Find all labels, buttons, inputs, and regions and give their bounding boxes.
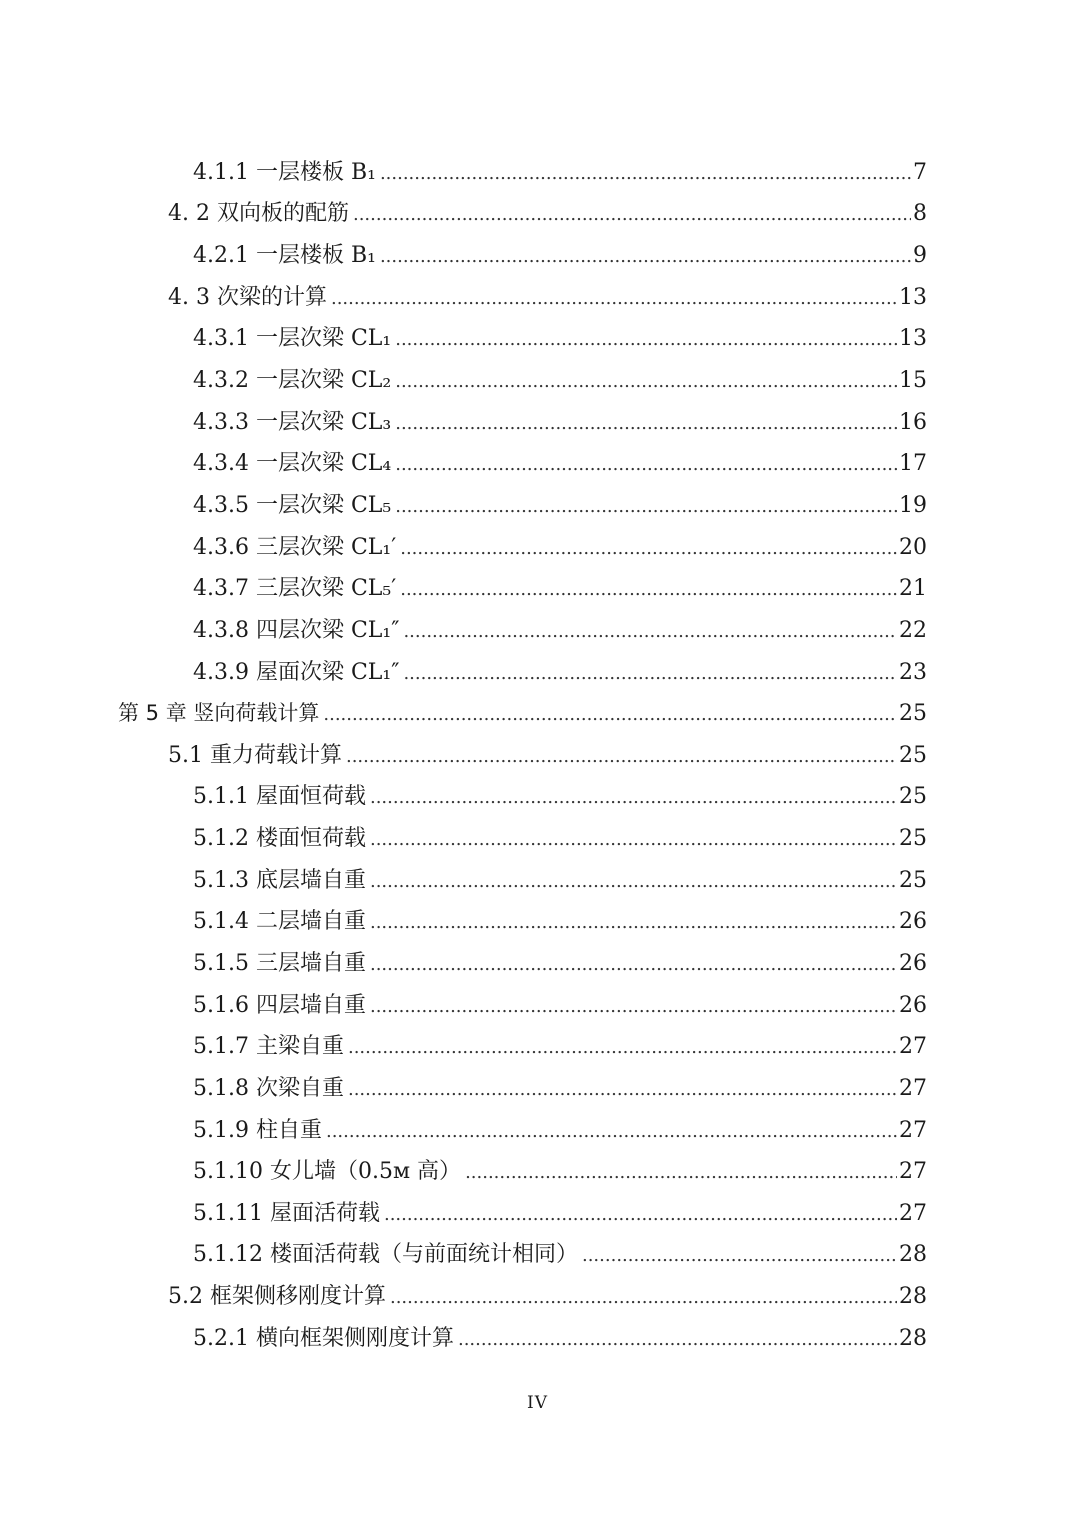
toc-row[interactable] [0, 1193, 1075, 1235]
toc-page-number: 27 [899, 1075, 927, 1101]
dot-leader [380, 165, 911, 183]
toc-entry-title: 5.1 重力荷载计算 [168, 742, 342, 768]
dot-leader [370, 789, 897, 807]
toc-page-number: 25 [899, 701, 927, 727]
toc-entry-title: 4.1.1 一层楼板 B₁ [193, 159, 376, 185]
table-of-contents [0, 152, 1075, 1360]
toc-row[interactable] [0, 735, 1075, 777]
toc-page-number: 15 [899, 368, 927, 394]
toc-row[interactable] [0, 1276, 1075, 1318]
dot-leader [395, 456, 897, 474]
toc-row[interactable] [0, 652, 1075, 694]
toc-entry-title: 4.3.3 一层次梁 CL₃ [193, 409, 392, 435]
toc-row[interactable] [0, 1318, 1075, 1360]
toc-row[interactable] [0, 443, 1075, 485]
toc-page-number: 13 [899, 284, 927, 310]
dot-leader [346, 748, 897, 766]
toc-row[interactable] [0, 568, 1075, 610]
dot-leader [370, 831, 897, 849]
toc-entry-title: 5.1.7 主梁自重 [193, 1034, 344, 1060]
toc-entry-title: 4.3.8 四层次梁 CL₁″ [193, 617, 400, 643]
dot-leader [380, 248, 911, 266]
dot-leader [395, 373, 897, 391]
toc-row[interactable] [0, 319, 1075, 361]
toc-entry-title: 4.3.7 三层次梁 CL₅′ [193, 576, 397, 602]
toc-entry-title: 4.3.6 三层次梁 CL₁′ [193, 534, 397, 560]
toc-page-number: 19 [899, 492, 927, 518]
dot-leader [370, 873, 897, 891]
toc-row[interactable] [0, 943, 1075, 985]
toc-entry-title: 5.1.12 楼面活荷载（与前面统计相同） [193, 1242, 578, 1268]
toc-page-number: 23 [899, 659, 927, 685]
toc-page-number: 26 [899, 992, 927, 1018]
toc-entry-title: 4.3.4 一层次梁 CL₄ [193, 451, 392, 477]
dot-leader [370, 914, 897, 932]
toc-row[interactable] [0, 235, 1075, 277]
toc-page-number: 8 [913, 201, 927, 227]
dot-leader [326, 1123, 897, 1141]
toc-row[interactable] [0, 610, 1075, 652]
toc-page-number: 25 [899, 867, 927, 893]
toc-page-number: 7 [913, 159, 927, 185]
dot-leader [390, 1289, 897, 1307]
toc-row[interactable] [0, 277, 1075, 319]
toc-row[interactable] [0, 1068, 1075, 1110]
toc-row[interactable] [0, 902, 1075, 944]
toc-entry-title: 4.2.1 一层楼板 B₁ [193, 243, 376, 269]
toc-row[interactable] [0, 1026, 1075, 1068]
toc-row[interactable] [0, 985, 1075, 1027]
toc-row[interactable] [0, 527, 1075, 569]
toc-row[interactable] [0, 693, 1075, 735]
dot-leader [323, 706, 897, 724]
toc-entry-title: 5.1.5 三层墙自重 [193, 950, 366, 976]
toc-entry-title: 4.3.2 一层次梁 CL₂ [193, 368, 392, 394]
toc-entry-title: 4. 3 次梁的计算 [168, 284, 327, 310]
toc-page-number: 13 [899, 326, 927, 352]
toc-page-number: 20 [899, 534, 927, 560]
dot-leader [403, 623, 897, 641]
toc-page-number: 22 [899, 617, 927, 643]
dot-leader [400, 540, 897, 558]
toc-row[interactable] [0, 860, 1075, 902]
dot-leader [465, 1164, 897, 1182]
toc-page-number: 27 [899, 1159, 927, 1185]
toc-row[interactable] [0, 1235, 1075, 1277]
dot-leader [348, 1081, 897, 1099]
toc-page-number: 26 [899, 950, 927, 976]
toc-page-number: 27 [899, 1200, 927, 1226]
dot-leader [400, 581, 897, 599]
dot-leader [331, 290, 897, 308]
toc-row[interactable] [0, 485, 1075, 527]
dot-leader [458, 1331, 897, 1349]
toc-entry-title: 4.3.1 一层次梁 CL₁ [193, 326, 392, 352]
toc-page-number: 17 [899, 451, 927, 477]
toc-page-number: 27 [899, 1034, 927, 1060]
dot-leader [395, 415, 897, 433]
toc-row[interactable] [0, 194, 1075, 236]
dot-leader [370, 956, 897, 974]
toc-page-number: 25 [899, 826, 927, 852]
dot-leader [403, 665, 897, 683]
toc-page-number: 9 [913, 243, 927, 269]
dot-leader [395, 498, 897, 516]
toc-row[interactable] [0, 402, 1075, 444]
toc-page-number: 28 [899, 1284, 927, 1310]
toc-row[interactable] [0, 1110, 1075, 1152]
toc-page-number: 21 [899, 576, 927, 602]
toc-entry-title: 5.1.6 四层墙自重 [193, 992, 366, 1018]
toc-row[interactable] [0, 1151, 1075, 1193]
dot-leader [353, 206, 911, 224]
toc-entry-title: 5.2 框架侧移刚度计算 [168, 1284, 386, 1310]
toc-entry-title: 5.1.10 女儿墙（0.5м 高） [193, 1159, 462, 1185]
toc-page-number: 25 [899, 742, 927, 768]
toc-page-number: 27 [899, 1117, 927, 1143]
dot-leader [370, 998, 897, 1016]
toc-entry-title: 5.1.2 楼面恒荷载 [193, 826, 366, 852]
dot-leader [384, 1206, 897, 1224]
toc-row[interactable] [0, 152, 1075, 194]
toc-entry-title: 4.3.5 一层次梁 CL₅ [193, 492, 392, 518]
dot-leader [395, 331, 897, 349]
toc-entry-title: 5.1.3 底层墙自重 [193, 867, 366, 893]
toc-entry-title: 5.1.1 屋面恒荷载 [193, 784, 366, 810]
toc-entry-title: 5.1.9 柱自重 [193, 1117, 322, 1143]
toc-entry-title: 5.1.11 屋面活荷载 [193, 1200, 380, 1226]
dot-leader [582, 1247, 897, 1265]
toc-page-number: 25 [899, 784, 927, 810]
dot-leader [348, 1039, 897, 1057]
toc-row[interactable] [0, 777, 1075, 819]
toc-page-number: 28 [899, 1325, 927, 1351]
toc-row[interactable] [0, 360, 1075, 402]
toc-chapter-title: 第 5 章 竖向荷载计算 [118, 701, 320, 726]
toc-entry-title: 5.1.8 次梁自重 [193, 1075, 344, 1101]
toc-entry-title: 5.1.4 二层墙自重 [193, 909, 366, 935]
toc-page-number: 26 [899, 909, 927, 935]
toc-page-number: 28 [899, 1242, 927, 1268]
toc-entry-title: 4.3.9 屋面次梁 CL₁″ [193, 659, 400, 685]
toc-entry-title: 4. 2 双向板的配筋 [168, 201, 349, 227]
toc-page-number: 16 [899, 409, 927, 435]
toc-entry-title: 5.2.1 横向框架侧刚度计算 [193, 1325, 454, 1351]
toc-row[interactable] [0, 818, 1075, 860]
page-footer-number: IV [527, 1393, 548, 1413]
